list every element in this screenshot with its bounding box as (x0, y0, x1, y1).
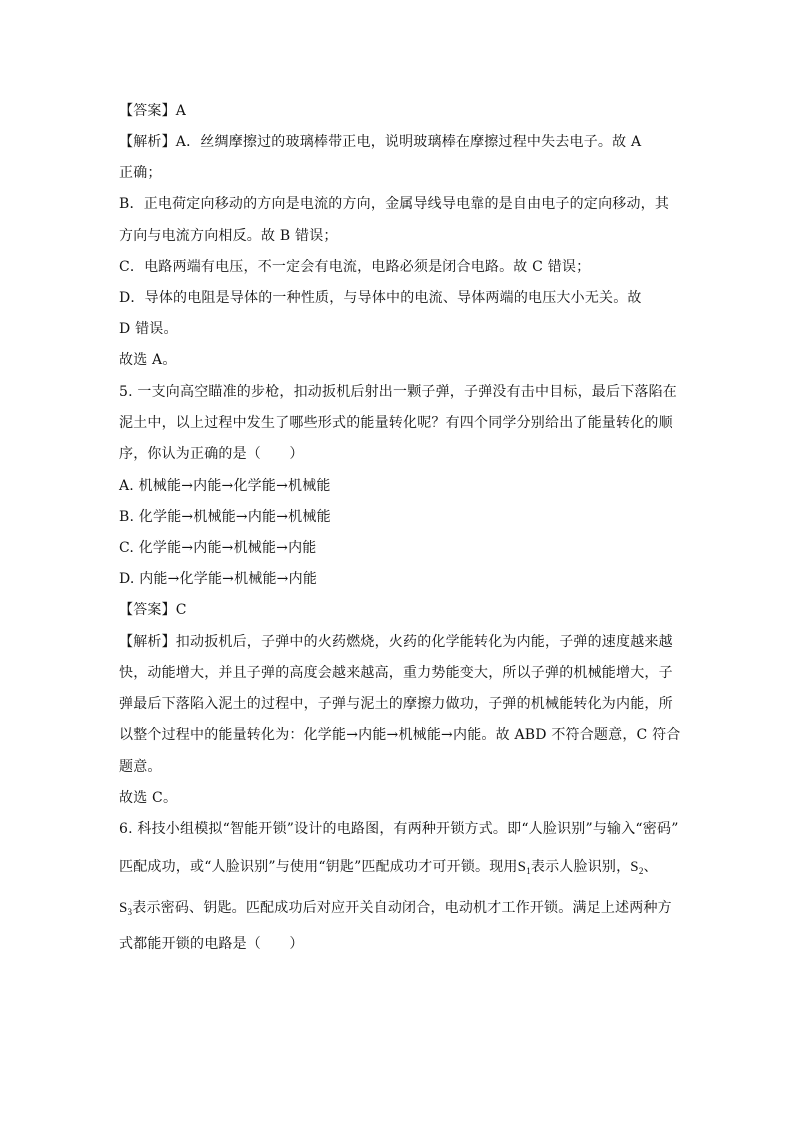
q5-analysis-line: 以整个过程中的能量转化为：化学能→内能→机械能→内能。故 ABD 不符合题意，C 符合 (119, 727, 681, 743)
q6-stem-line: 6. 科技小组模拟“智能开锁”设计的电路图，有两种开锁方式。即“人脸识别”与输入“密码” (119, 821, 679, 837)
q4-analysis-line: B．正电荷定向移动的方向是电流的方向，金属导线导电靠的是自由电子的定向移动，其 (119, 196, 670, 212)
q6-stem-line (119, 898, 672, 922)
q5-option-b: B. 化学能→机械能→内能→机械能 (119, 509, 331, 525)
q4-analysis-line: C．电路两端有电压，不一定会有电流，电路必须是闭合电路。故 C 错误； (119, 259, 591, 275)
q5-option-c: C. 化学能→内能→机械能→内能 (119, 540, 317, 556)
q5-analysis-line: 弹最后下落陷入泥土的过程中，子弹与泥土的摩擦力做功，子弹的机械能转化为内能，所 (119, 696, 673, 712)
q5-analysis-line: 【解析】扣动扳机后，子弹中的火药燃烧，火药的化学能转化为内能，子弹的速度越来越 (119, 634, 673, 650)
q6-stem-line (119, 857, 658, 881)
q5-answer: 【答案】C (119, 602, 187, 618)
q5-stem-line: 序，你认为正确的是（ ） (119, 446, 304, 462)
q4-analysis-line: D 错误。 (119, 321, 178, 337)
q5-option-a: A. 机械能→内能→化学能→机械能 (119, 478, 331, 494)
q5-conclusion: 故选 C。 (119, 790, 178, 806)
q5-option-d: D. 内能→化学能→机械能→内能 (119, 571, 318, 587)
q5-stem-line: 泥土中，以上过程中发生了哪些形式的能量转化呢？有四个同学分别给出了能量转化的顺 (119, 415, 673, 431)
q6-stem-text: 、 (643, 859, 658, 875)
q4-conclusion: 故选 A。 (119, 352, 177, 368)
q4-analysis-line: 正确； (119, 165, 162, 181)
q5-analysis-line: 快，动能增大，并且子弹的高度会越来越高，重力势能变大，所以子弹的机械能增大，子 (119, 665, 673, 681)
q5-stem-line: 5. 一支向高空瞄准的步枪，扣动扳机后射出一颗子弹，子弹没有击中目标，最后下落陷在 (119, 384, 678, 400)
q4-answer: 【答案】A (119, 103, 187, 119)
q4-analysis-line: 方向与电流方向相反。故 B 错误； (119, 228, 338, 244)
switch-s3-symbol: $S_3$ (119, 900, 133, 917)
switch-s2-symbol: $S_2$ (630, 859, 644, 876)
q5-analysis-line: 题意。 (119, 759, 162, 775)
q6-stem-text: 表示密码、钥匙。匹配成功后对应开关自动闭合，电动机才工作开锁。满足上述两种方 (132, 900, 672, 916)
q4-analysis-line: 【解析】A．丝绸摩擦过的玻璃棒带正电，说明玻璃棒在摩擦过程中失去电子。故 A (119, 134, 642, 150)
q6-stem-text: 匹配成功，或“人脸识别”与使用“钥匙”匹配成功才可开锁。现用 (119, 859, 518, 875)
q6-stem-text: 表示人脸识别， (530, 859, 631, 875)
q4-analysis-line: D．导体的电阻是导体的一种性质，与导体中的电流、导体两端的电压大小无关。故 (119, 290, 642, 306)
switch-s1-symbol: $S_1$ (517, 859, 531, 876)
q6-stem-line: 式都能开锁的电路是（ ） (119, 936, 304, 952)
